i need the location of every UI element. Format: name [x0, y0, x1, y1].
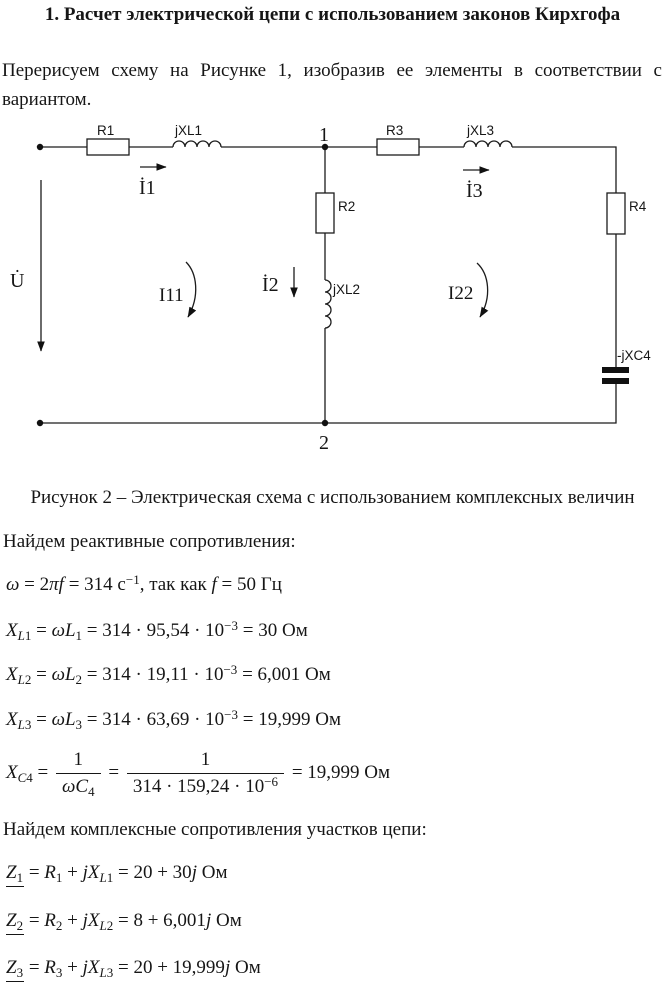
jxl2-label: jXL2 — [333, 282, 361, 297]
capacitor-plate-bottom — [602, 378, 629, 384]
resistor-r3 — [377, 139, 419, 155]
jxl1-label: jXL1 — [175, 123, 203, 138]
loop-i22-label: I22 — [448, 283, 474, 304]
formula-z2: $Z_2 = R_2 + jX_{L2} = 8 + 6,001j$ Ом — [6, 910, 242, 933]
capacitor-plate-top — [602, 367, 629, 373]
node-1-label: 1 — [319, 124, 329, 146]
jxl3-label: jXL3 — [467, 123, 495, 138]
formula-z1: $Z_1 = R_1 + jX_{L1} = 20 + 30j$ Ом — [6, 862, 228, 885]
formula-xl3: $X_{L3} = \omega L_3 = 314 \cdot 63,69 \cdot 10^{-3} = 19,999$ Ом — [6, 707, 341, 732]
r2-label: R2 — [338, 199, 356, 214]
section-heading-impedances: Найдем комплексные сопротивления участков цепи: — [3, 819, 427, 840]
section-heading-reactances: Найдем реактивные сопротивления: — [3, 531, 296, 552]
loop-i11-label: I11 — [159, 285, 184, 306]
formula-xl2: $X_{L2} = \omega L_2 = 314 \cdot 19,11 \cdot 10^{-3} = 6,001$ Ом — [6, 662, 331, 687]
inductor-jxl2 — [325, 280, 331, 328]
r3-label: R3 — [386, 123, 404, 138]
inductor-jxl3 — [464, 141, 512, 147]
resistor-r1 — [87, 139, 129, 155]
node-2-dot — [322, 420, 328, 426]
voltage-u-label: U̇ — [10, 270, 25, 292]
formula-xc4: $X_{C4}$ = $\frac{1}{\omega C_4}$ = $\frac{1}{314 \cdot 159,24 \cdot 10^{-6}}$ = 19,999 Ом — [6, 749, 391, 799]
resistor-r2 — [316, 193, 334, 233]
loop-i22-arrow — [477, 263, 488, 317]
loop-i11-arrow — [186, 262, 196, 317]
formula-z3: $Z_3 = R_3 + jX_{L3} = 20 + 19,999j$ Ом — [6, 957, 261, 980]
r4-label: R4 — [629, 199, 647, 214]
r1-label: R1 — [97, 123, 115, 138]
terminal-top-left — [37, 144, 43, 150]
inductor-jxl1 — [173, 141, 221, 147]
figure-caption: Рисунок 2 – Электрическая схема с использованием комплексных величин — [30, 487, 635, 508]
current-i3-label: İ3 — [466, 180, 483, 202]
formula-xl1: $X_{L1} = \omega L_1 = 314 \cdot 95,54 \cdot 10^{-3} = 30$ Ом — [6, 618, 308, 643]
current-i1-label: İ1 — [139, 177, 156, 199]
circuit-diagram — [0, 115, 665, 460]
node-2-label: 2 — [319, 432, 329, 454]
circuit-wires — [40, 147, 616, 423]
resistor-r4 — [607, 193, 625, 234]
formula-omega: ω = 2πf = 314 $с^{-1}$, так как f = 50 Гц — [6, 572, 282, 595]
xc4-label: -jXC4 — [617, 348, 651, 363]
page-title: 1. Расчет электрической цепи с использованием законов Кирхгофа — [44, 4, 621, 25]
intro-paragraph: Перерисуем схему на Рисунке 1, изобразив ее элементы в соответствии с вариантом. — [2, 60, 662, 110]
terminal-bottom-left — [37, 420, 43, 426]
current-i2-label: İ2 — [262, 274, 279, 296]
